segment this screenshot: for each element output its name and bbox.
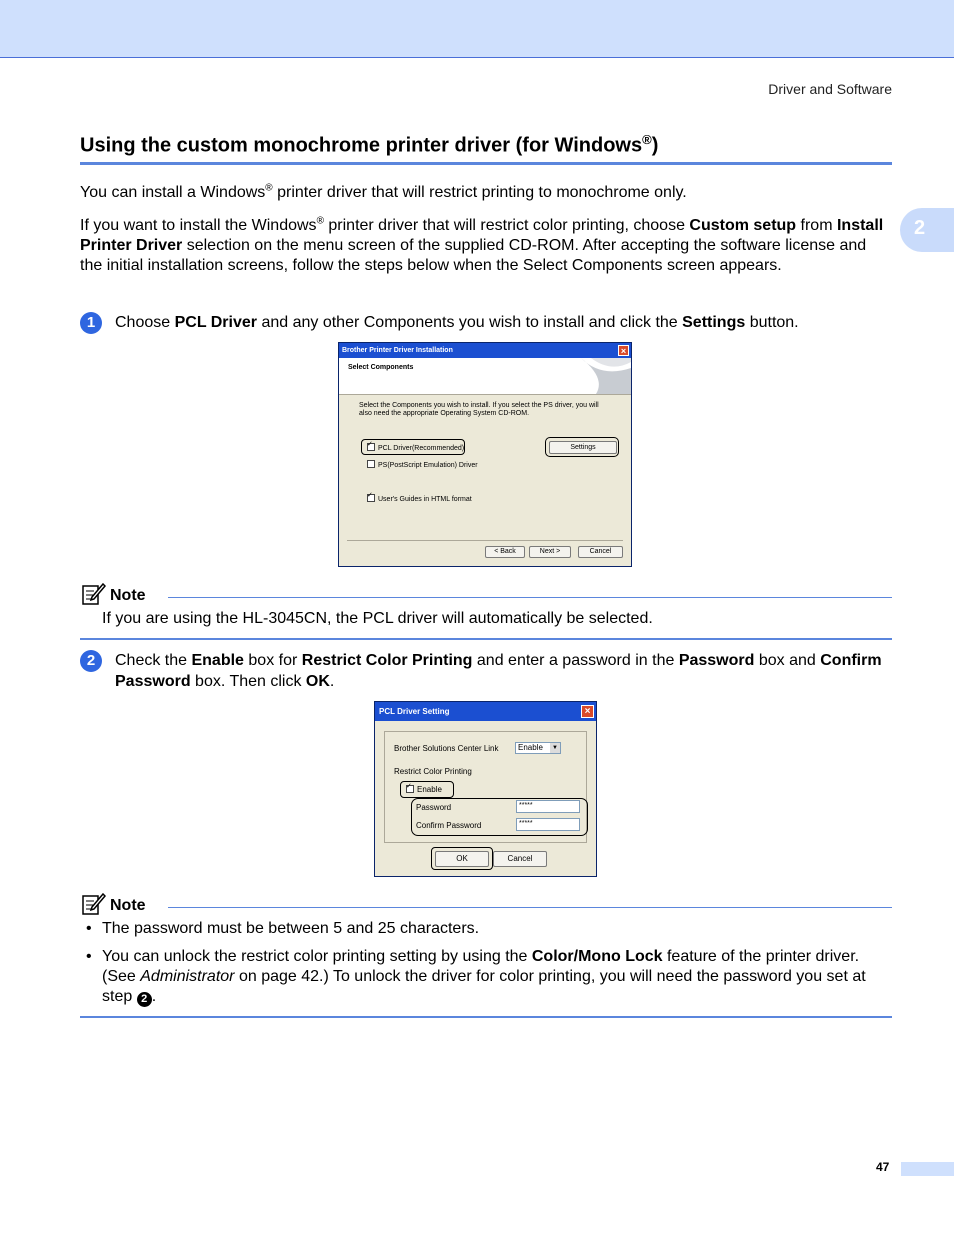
dialog-titlebar: Brother Printer Driver Installation × [339, 343, 631, 358]
intro-paragraph-1: You can install a Windows® printer driver that will restrict printing to monochrome only. [80, 182, 687, 201]
bullet-item: • The password must be between 5 and 25 characters. [86, 920, 480, 937]
dialog-titlebar: PCL Driver Setting × [375, 702, 596, 721]
note-pencil-icon [82, 583, 106, 605]
cancel-button[interactable]: Cancel [493, 851, 547, 867]
note-label: Note [110, 587, 146, 604]
enable-checkbox[interactable]: ✓Enable [406, 785, 442, 794]
link-label: Brother Solutions Center Link [394, 744, 499, 753]
note-header [80, 583, 892, 609]
settings-button[interactable]: Settings [549, 441, 617, 454]
note-rule [168, 597, 892, 598]
components-description: Select the Components you wish to install. If you select the PS driver, you will also need the appropriate Operating System CD-ROM. [359, 402, 599, 417]
dialog-separator [347, 540, 623, 541]
highlight-ok [431, 847, 493, 870]
select-components-dialog [338, 342, 632, 567]
note-pencil-icon [82, 893, 106, 915]
close-icon[interactable]: × [618, 345, 629, 356]
password-input[interactable]: ***** [516, 800, 580, 813]
checkbox-checked-icon[interactable] [367, 494, 375, 502]
note-bottom-rule [80, 638, 892, 640]
running-header: Driver and Software [768, 81, 892, 97]
step-2 [80, 650, 892, 694]
highlight-enable [400, 781, 454, 798]
checkbox-unchecked-icon[interactable] [367, 460, 375, 468]
note-bullets [86, 919, 892, 1015]
note-2 [80, 893, 892, 1021]
next-button[interactable]: Next > [529, 546, 571, 558]
highlight-pcl [361, 439, 465, 455]
note-1 [80, 583, 892, 641]
confirm-password-input[interactable]: ***** [516, 818, 580, 831]
step-text: Check the Enable box for Restrict Color Printing and enter a password in the Password box and Confirm Password box. Then click OK. [115, 652, 882, 690]
restrict-label: Restrict Color Printing [394, 767, 472, 776]
step-1 [80, 312, 892, 336]
dropdown-arrow-icon[interactable]: ▼ [550, 743, 560, 753]
confirm-password-label: Confirm Password [416, 821, 482, 830]
highlight-settings [545, 437, 619, 457]
cancel-button[interactable]: Cancel [578, 546, 623, 558]
option-users-guides[interactable]: ✓User's Guides in HTML format [367, 494, 472, 503]
option-ps-driver[interactable]: PS(PostScript Emulation) Driver [367, 460, 478, 469]
step-number: 2 [80, 650, 102, 672]
back-button[interactable]: < Back [485, 546, 525, 558]
chapter-number: 2 [914, 217, 926, 239]
bullet-item: • You can unlock the restrict color printing setting by using the Color/Mono Lock feature of the printer driver. (See Administrator on page 42.) To unlock the driver for color printing, you will need the password you set at step 2 . [86, 948, 866, 1005]
pcl-driver-setting-dialog [374, 701, 597, 877]
banner-swirl-icon [571, 358, 631, 394]
note-header [80, 893, 892, 919]
dialog-banner [339, 358, 631, 395]
intro-paragraph-2: If you want to install the Windows® printer driver that will restrict color printing, choose Custom setup from Install Printer Driver selection on the menu screen of the supplied CD-ROM. After accepting the software license and the initial installation screens, follow the steps below when the Select Components screen appears. [80, 215, 884, 274]
close-icon[interactable]: × [581, 705, 594, 718]
note-rule [168, 907, 892, 908]
link-select[interactable]: Enable ▼ [515, 742, 561, 754]
page-number-bar [901, 1162, 954, 1176]
banner-title: Select Components [348, 364, 414, 371]
section-title: Using the custom monochrome printer driver (for Windows®) [80, 132, 892, 165]
top-band [0, 0, 954, 58]
page-number: 47 [876, 1160, 890, 1174]
chapter-tab [900, 208, 954, 252]
password-label: Password [416, 803, 452, 812]
step-text: Choose PCL Driver and any other Components you wish to install and click the Settings button. [115, 314, 799, 331]
option-pcl-driver[interactable]: ✓PCL Driver(Recommended) [367, 443, 464, 452]
highlight-passwords [411, 798, 588, 836]
step-2-circle-icon: 2 [137, 992, 152, 1007]
note-label: Note [110, 897, 146, 914]
step-number: 1 [80, 312, 102, 334]
note-bottom-rule [80, 1016, 892, 1018]
note-text: If you are using the HL-3045CN, the PCL driver will automatically be selected. [102, 610, 653, 627]
ok-button[interactable]: OK [435, 851, 489, 867]
